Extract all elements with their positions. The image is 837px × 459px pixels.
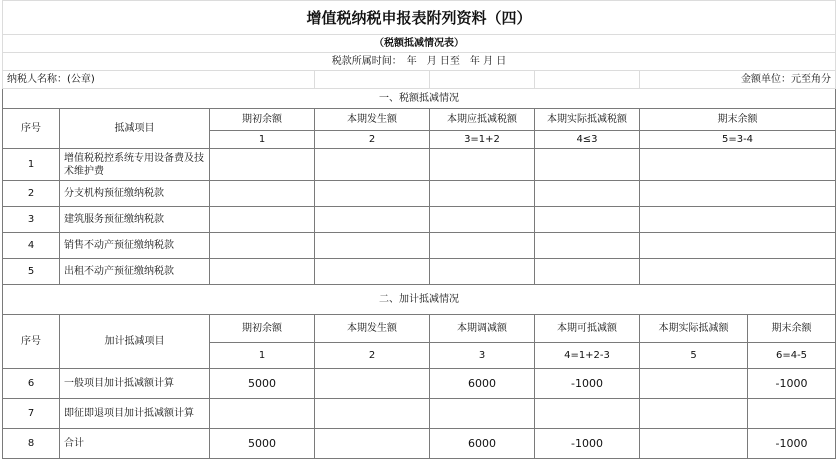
cell[interactable]: [210, 233, 315, 259]
cell[interactable]: [640, 399, 748, 429]
row-no: 6: [3, 369, 60, 399]
table-row: [3, 207, 836, 233]
cell[interactable]: [640, 149, 836, 181]
table-row: [3, 369, 836, 399]
row-item: 一般项目加计抵减额计算: [60, 369, 210, 399]
col-header: 本期实际抵减税额: [535, 109, 640, 131]
tax-period: 税款所属时间： 年 月 日至 年 月 日: [3, 53, 836, 71]
cell[interactable]: [748, 399, 836, 429]
cell[interactable]: [315, 399, 430, 429]
taxpayer-name-label: 纳税人名称：(公章): [3, 71, 315, 89]
col-header: 期末余额: [748, 315, 836, 343]
formula-cell: 3=1+2: [430, 131, 535, 149]
col-header-item: 抵减项目: [60, 109, 210, 149]
cell[interactable]: [430, 207, 535, 233]
cell[interactable]: [315, 429, 430, 459]
cell[interactable]: [535, 149, 640, 181]
formula-cell: 5=3-4: [640, 131, 836, 149]
meta-blank: [315, 71, 430, 89]
formula-cell: 5: [640, 343, 748, 369]
cell[interactable]: [210, 149, 315, 181]
cell[interactable]: [430, 233, 535, 259]
row-no: 5: [3, 259, 60, 285]
cell[interactable]: [210, 259, 315, 285]
cell[interactable]: [315, 149, 430, 181]
section2-heading: 二、加计抵减情况: [3, 285, 836, 315]
section1-heading: 一、税额抵减情况: [3, 89, 836, 109]
col-header: 本期调减额: [430, 315, 535, 343]
cell[interactable]: [535, 233, 640, 259]
cell[interactable]: [315, 233, 430, 259]
row-no: 1: [3, 149, 60, 181]
row-item: 建筑服务预征缴纳税款: [60, 207, 210, 233]
row-no: 3: [3, 207, 60, 233]
meta-blank: [430, 71, 535, 89]
row-no: 8: [3, 429, 60, 459]
row-item: 出租不动产预征缴纳税款: [60, 259, 210, 285]
col-header: 期末余额: [640, 109, 836, 131]
meta-blank: [535, 71, 640, 89]
formula-cell: 4=1+2-3: [535, 343, 640, 369]
cell[interactable]: 6000: [430, 369, 535, 399]
formula-cell: 2: [315, 131, 430, 149]
cell[interactable]: [315, 259, 430, 285]
table-row: [3, 181, 836, 207]
col-header: 本期应抵减税额: [430, 109, 535, 131]
cell[interactable]: -1000: [748, 369, 836, 399]
formula-cell: 3: [430, 343, 535, 369]
col-header: 本期发生额: [315, 109, 430, 131]
table-row: [3, 399, 836, 429]
col-header: 期初余额: [210, 315, 315, 343]
cell[interactable]: [430, 399, 535, 429]
cell[interactable]: -1000: [535, 369, 640, 399]
formula-cell: 4≤3: [535, 131, 640, 149]
formula-cell: 6=4-5: [748, 343, 836, 369]
table-row: [3, 233, 836, 259]
cell[interactable]: [315, 181, 430, 207]
cell[interactable]: [430, 259, 535, 285]
col-header-item: 加计抵减项目: [60, 315, 210, 369]
table-row: [3, 259, 836, 285]
cell[interactable]: 5000: [210, 429, 315, 459]
cell[interactable]: [210, 207, 315, 233]
row-item: 即征即退项目加计抵减额计算: [60, 399, 210, 429]
row-no: 7: [3, 399, 60, 429]
row-item: 销售不动产预征缴纳税款: [60, 233, 210, 259]
cell[interactable]: [640, 429, 748, 459]
cell[interactable]: -1000: [535, 429, 640, 459]
row-item: 合计: [60, 429, 210, 459]
col-header: 本期实际抵减额: [640, 315, 748, 343]
cell[interactable]: -1000: [748, 429, 836, 459]
cell[interactable]: [210, 181, 315, 207]
form-title: 增值税纳税申报表附列资料（四）: [3, 1, 836, 35]
cell[interactable]: [640, 369, 748, 399]
cell[interactable]: [535, 207, 640, 233]
formula-cell: 2: [315, 343, 430, 369]
amount-unit-label: 金额单位：元至角分: [640, 71, 836, 89]
col-header: 本期发生额: [315, 315, 430, 343]
col-header: 期初余额: [210, 109, 315, 131]
row-no: 4: [3, 233, 60, 259]
cell[interactable]: [535, 181, 640, 207]
cell[interactable]: 5000: [210, 369, 315, 399]
row-item: 分支机构预征缴纳税款: [60, 181, 210, 207]
cell[interactable]: [535, 399, 640, 429]
cell[interactable]: [535, 259, 640, 285]
cell[interactable]: [315, 369, 430, 399]
table-row: [3, 429, 836, 459]
cell[interactable]: [430, 149, 535, 181]
formula-cell: 1: [210, 343, 315, 369]
form-subtitle: （税额抵减情况表）: [3, 35, 836, 53]
table-row: [3, 149, 836, 181]
formula-cell: 1: [210, 131, 315, 149]
row-item: 增值税税控系统专用设备费及技术维护费: [60, 149, 210, 181]
tax-credit-form: [2, 0, 836, 459]
cell[interactable]: [430, 181, 535, 207]
cell[interactable]: [640, 259, 836, 285]
col-header-no: 序号: [3, 109, 60, 149]
cell[interactable]: [640, 207, 836, 233]
cell[interactable]: [210, 399, 315, 429]
col-header: 本期可抵减额: [535, 315, 640, 343]
cell[interactable]: 6000: [430, 429, 535, 459]
cell[interactable]: [640, 233, 836, 259]
cell[interactable]: [315, 207, 430, 233]
col-header-no: 序号: [3, 315, 60, 369]
cell[interactable]: [640, 181, 836, 207]
row-no: 2: [3, 181, 60, 207]
